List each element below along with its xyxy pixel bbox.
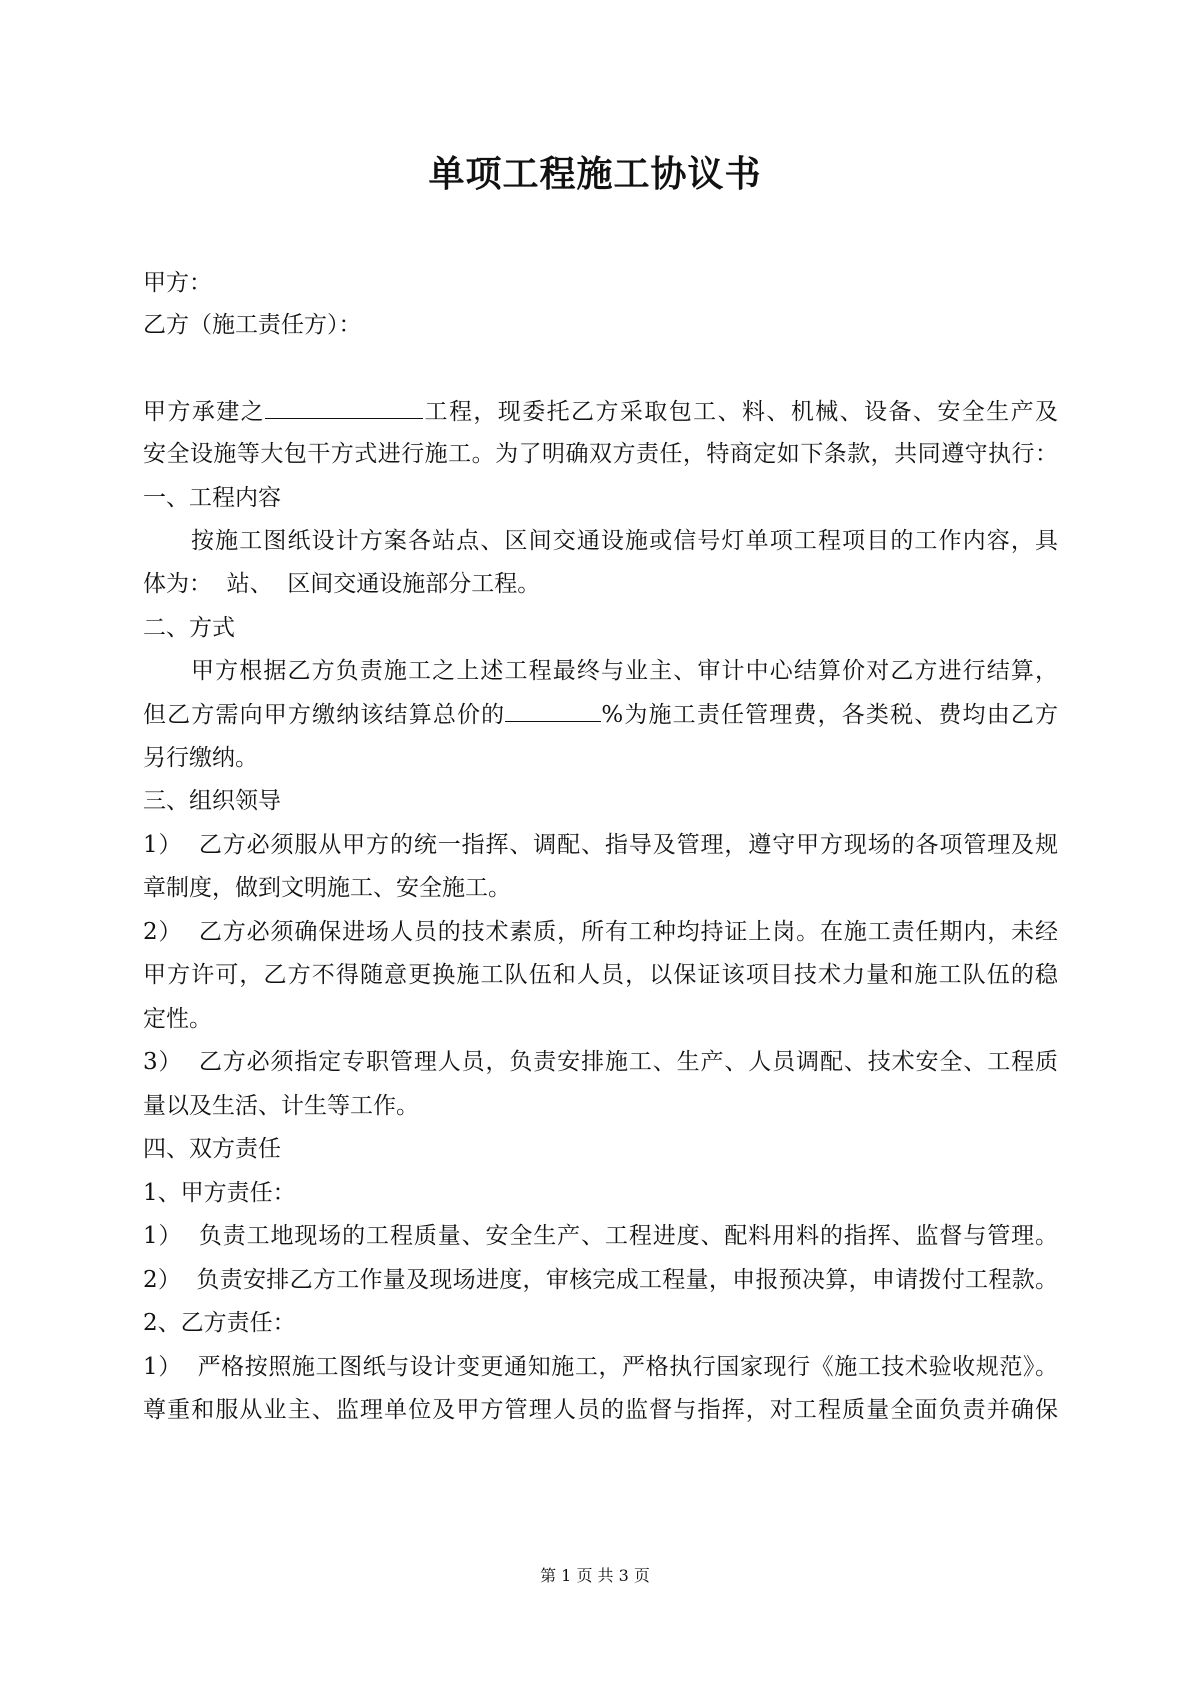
section-1-line-2: 体为： 站、 区间交通设施部分工程。 — [143, 571, 541, 597]
party-b-duties-heading: 2、乙方责任： — [143, 1310, 296, 1336]
fee-percent-blank — [505, 701, 601, 722]
section-2-text-a: 但乙方需向甲方缴纳该结算总价的 — [143, 702, 506, 728]
project-name-blank — [265, 396, 423, 419]
section-2-line-3: 另行缴纳。 — [143, 745, 258, 771]
section-2-line-1: 甲方根据乙方负责施工之上述工程最终与业主、审计中心结算价对乙方进行结算， — [191, 658, 1058, 684]
party-a-line: 甲方： — [143, 270, 212, 296]
document-title: 单项工程施工协议书 — [428, 153, 762, 195]
intro-line-1 — [143, 396, 1058, 427]
section-3-item-2-line-2: 甲方许可，乙方不得随意更换施工队伍和人员，以保证该项目技术力量和施工队伍的稳 — [143, 962, 1058, 988]
intro-line-2: 安全设施等大包干方式进行施工。为了明确双方责任，特商定如下条款，共同遵守执行： — [143, 441, 1058, 467]
page-number-footer: 第 1 页 共 3 页 — [540, 1566, 650, 1585]
party-b-line: 乙方（施工责任方）： — [143, 312, 362, 338]
section-4-heading: 四、双方责任 — [143, 1136, 281, 1162]
intro-text-a: 甲方承建之 — [143, 399, 266, 425]
section-3-heading: 三、组织领导 — [143, 788, 281, 814]
section-1-heading: 一、工程内容 — [143, 485, 281, 511]
section-2-text-b: %为施工责任管理费，各类税、费均由乙方 — [601, 702, 1059, 728]
section-3-item-3-line-2: 量以及生活、计生等工作。 — [143, 1093, 419, 1119]
section-3-item-1-line-1: 1） 乙方必须服从甲方的统一指挥、调配、指导及管理，遵守甲方现场的各项管理及规 — [143, 832, 1058, 858]
section-2-heading: 二、方式 — [143, 615, 235, 641]
party-a-duties-heading: 1、甲方责任： — [143, 1180, 296, 1206]
section-2-line-2 — [143, 700, 1058, 730]
section-3-item-2-line-1: 2） 乙方必须确保进场人员的技术素质，所有工种均持证上岗。在施工责任期内，未经 — [143, 919, 1058, 945]
section-3-item-2-line-3: 定性。 — [143, 1006, 212, 1032]
party-b-duty-1-line-1: 1） 严格按照施工图纸与设计变更通知施工，严格执行国家现行《施工技术验收规范》。 — [143, 1354, 1058, 1380]
party-a-duty-2: 2） 负责安排乙方工作量及现场进度，审核完成工程量，申报预决算，申请拨付工程款。 — [143, 1267, 1058, 1293]
party-b-duty-1-line-2: 尊重和服从业主、监理单位及甲方管理人员的监督与指挥，对工程质量全面负责并确保 — [143, 1397, 1058, 1423]
section-3-item-3-line-1: 3） 乙方必须指定专职管理人员，负责安排施工、生产、人员调配、技术安全、工程质 — [143, 1049, 1058, 1075]
section-3-item-1-line-2: 章制度，做到文明施工、安全施工。 — [143, 875, 511, 901]
intro-text-b: 工程，现委托乙方采取包工、料、机械、设备、安全生产及 — [423, 399, 1059, 425]
section-1-line-1: 按施工图纸设计方案各站点、区间交通设施或信号灯单项工程项目的工作内容，具 — [191, 528, 1058, 554]
party-a-duty-1: 1） 负责工地现场的工程质量、安全生产、工程进度、配料用料的指挥、监督与管理。 — [143, 1223, 1058, 1249]
